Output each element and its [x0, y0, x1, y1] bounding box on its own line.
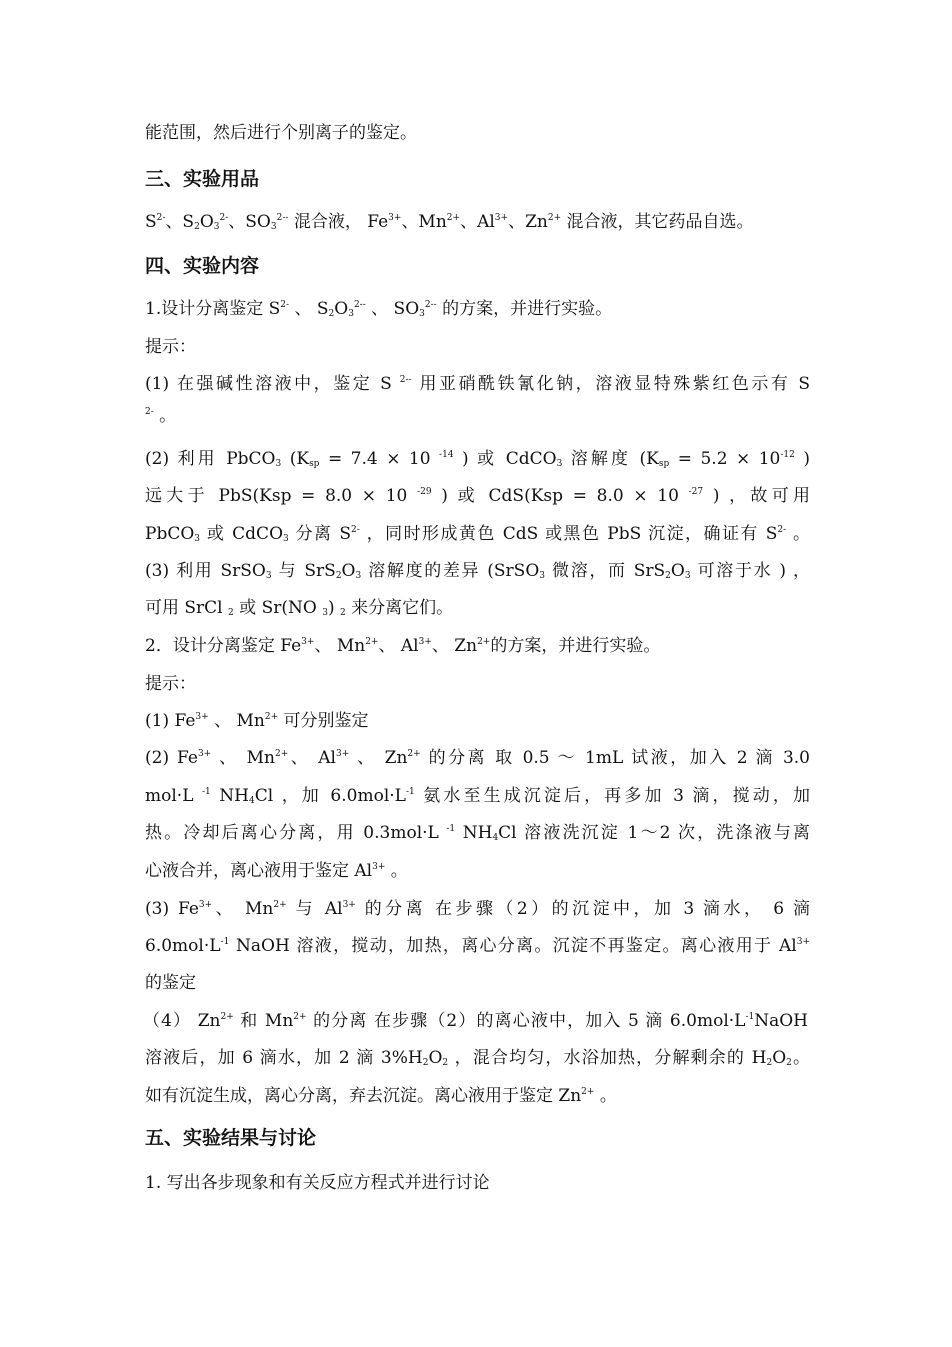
hint-label: 提示：	[145, 337, 196, 357]
section-heading-results: 五、实验结果与讨论	[145, 1127, 317, 1149]
hint-1-3-line-2: 可用 SrCl $_2$ 或 Sr(NO $_3$) $_2$ 来分离它们。	[145, 598, 454, 618]
task-2-line: 2．设计分离鉴定 $Fe^{3+}$、 $Mn^{2+}$、 $Al^{3+}$、 $Zn^{2+}$的方案，并进行实验。	[145, 636, 661, 656]
hint-2-1-line: (1) $Fe^{3+}$ 、 $Mn^{2+}$ 可分别鉴定	[145, 711, 369, 731]
hint-2-3-line: (3) $Fe^{3+}$、 $Mn^{2+}$ 与 $Al^{3+}$ 的分离 在步骤（2）的沉淀中，加 3 滴水， 6 滴	[145, 899, 810, 919]
hint-1-2-line: (2) 利用 PbCO$_3$ ($K_{sp} = 7.4 \times 10$ $^{-14}$ ) 或 CdCO$_3$ 溶解度 ($K_{sp} = 5.2 \times 10^{-12}$ )	[145, 449, 810, 469]
hint-2-3-line-3: 的鉴定	[145, 973, 196, 993]
results-item-1: 1. 写出各步现象和有关反应方程式并进行讨论	[145, 1173, 490, 1193]
hint-2-2-line-2: mol·L $^{-1}$ $NH_4Cl$ ，加 $6.0mol\cdot L^{-1}$ 氨水至生成沉淀后，再多加 3 滴，搅动，加	[145, 786, 810, 806]
hint-2-2-line: (2) $Fe^{3+}$ 、 $Mn^{2+}$、 $Al^{3+}$ 、 $Zn^{2+}$ 的分离 取 0.5 ～ 1mL 试液，加入 2 滴 3.0	[145, 748, 810, 768]
hint-1-2-line-2: 远大于 PbS(Ksp = 8.0 × 10 $^{-29}$ ) 或 CdS(Ksp = 8.0 × 10 $^{-27}$ ) ，故可用	[145, 486, 810, 506]
hint-1-1-line: (1) 在强碱性溶液中，鉴定 S $^{2--}$ 用亚硝酰铁氰化钠，溶液显特殊紫红色示有 S	[145, 374, 810, 394]
materials-line: $S^{2-}$、$S_2O_3^{2-}$、$SO_3^{2--}$ 混合液， $Fe^{3+}$、$Mn^{2+}$、$Al^{3+}$、$Zn^{2+}$ 混合液，其它药品自选。	[145, 212, 754, 232]
hint-2-3-line-2: $6.0mol\cdot L^{-1}$ NaOH 溶液，搅动，加热，离心分离。沉淀不再鉴定。离心液用于 $Al^{3+}$	[145, 936, 810, 956]
hint-1-1-continuation: $^{2-}$ 。	[145, 406, 177, 426]
hint-2-4-line: （4） $Zn^{2+}$ 和 $Mn^{2+}$ 的分离 在步骤（2）的离心液中，加入 5 滴 $6.0mol\cdot L^{-1}NaOH$	[143, 1011, 809, 1031]
section-heading-content: 四、实验内容	[145, 255, 260, 277]
hint-1-3-line: (3) 利用 SrSO$_3$ 与 $SrS_2O_3$ 溶解度的差异 (SrSO$_3$ 微溶，而 $SrS_2O_3$ 可溶于水 ) ，	[145, 561, 811, 581]
hint-2-2-line-4: 心液合并，离心液用于鉴定 $Al^{3+}$ 。	[145, 861, 408, 881]
hint-label-2: 提示：	[145, 674, 196, 694]
hint-2-4-line-3: 如有沉淀生成，离心分离，弃去沉淀。离心液用于鉴定 $Zn^{2+}$ 。	[145, 1086, 617, 1106]
hint-2-2-line-3: 热。冷却后离心分离，用 0.3mol·L $^{-1}$ $NH_4Cl$ 溶液洗沉淀 1～2 次，洗涤液与离	[145, 823, 810, 843]
section-heading-materials: 三、实验用品	[145, 168, 260, 190]
task-1-line: 1.设计分离鉴定 $S^{2-}$ 、 $S_2O_3^{2--}$ 、 $SO_3^{2--}$ 的方案，并进行实验。	[145, 299, 613, 319]
paragraph-line: 能范围，然后进行个别离子的鉴定。	[145, 123, 417, 143]
hint-2-4-line-2: 溶液后，加 6 滴水，加 2 滴 $3\%H_2O_2$ ，混合均匀，水浴加热，分解剩余的 $H_2O_2$。	[145, 1048, 811, 1068]
hint-1-2-line-3: PbCO$_3$ 或 CdCO$_3$ 分离 $S^{2-}$ ，同时形成黄色 CdS 或黑色 PbS 沉淀，确证有 $S^{2-}$ 。	[145, 524, 810, 544]
